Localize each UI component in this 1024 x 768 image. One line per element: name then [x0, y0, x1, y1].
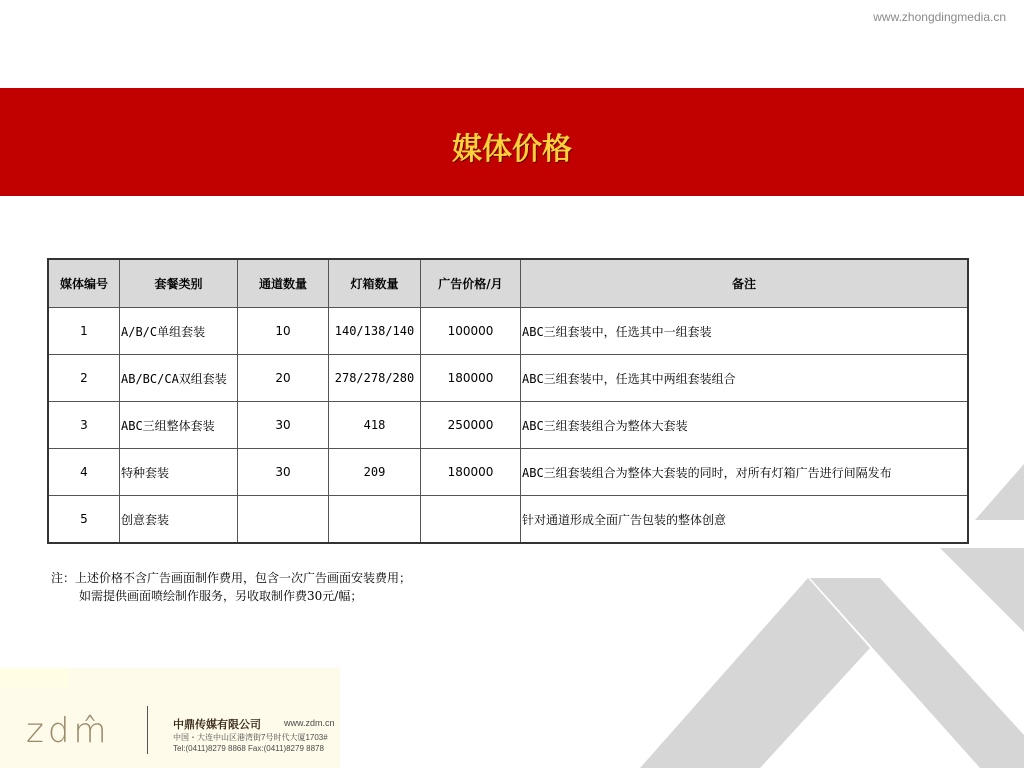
cell-remark: ABC三组套装中，任选其中两组套装组合: [521, 355, 969, 402]
price-note: [51, 569, 411, 605]
cell-id: 4: [48, 449, 120, 496]
cell-remark: 针对通道形成全面广告包装的整体创意: [521, 496, 969, 544]
table-header-row: [48, 259, 968, 308]
cell-id: 3: [48, 402, 120, 449]
cell-package: AB/BC/CA双组套装: [120, 355, 238, 402]
price-table: [47, 258, 969, 544]
cell-package: ABC三组整体套装: [120, 402, 238, 449]
cell-channels: 30: [238, 402, 329, 449]
cell-price: 100000: [421, 308, 521, 355]
table-row: [48, 449, 968, 496]
table-row: [48, 355, 968, 402]
column-header: 通道数量: [238, 259, 329, 308]
cell-package: 特种套装: [120, 449, 238, 496]
cell-lightboxes: 209: [329, 449, 421, 496]
cell-price: 180000: [421, 355, 521, 402]
column-header: 灯箱数量: [329, 259, 421, 308]
cell-channels: 10: [238, 308, 329, 355]
table-row: [48, 496, 968, 544]
table-row: [48, 402, 968, 449]
title-banner: [0, 88, 1024, 196]
cell-package: 创意套装: [120, 496, 238, 544]
cell-remark: ABC三组套装组合为整体大套装的同时，对所有灯箱广告进行间隔发布: [521, 449, 969, 496]
cell-id: 1: [48, 308, 120, 355]
note-line-1: 注：上述价格不含广告画面制作费用，包含一次广告画面安装费用；: [51, 571, 412, 585]
cell-price: [421, 496, 521, 544]
company-url: www.zdm.cn: [284, 718, 335, 728]
cell-id: 2: [48, 355, 120, 402]
chevron-shape-mid: [940, 548, 1024, 632]
company-name: 中鼎传媒有限公司: [173, 718, 261, 731]
cell-lightboxes: [329, 496, 421, 544]
column-header: 套餐类别: [120, 259, 238, 308]
website-url: www.zhongdingmedia.cn: [873, 10, 1006, 24]
company-address: 中国・大连中山区港湾街7号时代大厦1703#: [173, 733, 328, 742]
footer-strip: [0, 668, 68, 688]
cell-package: A/B/C单组套装: [120, 308, 238, 355]
cell-lightboxes: 140/138/140: [329, 308, 421, 355]
cell-lightboxes: 278/278/280: [329, 355, 421, 402]
cell-remark: ABC三组套装中，任选其中一组套装: [521, 308, 969, 355]
company-contact: Tel:(0411)8279 8868 Fax:(0411)8279 8878: [173, 744, 324, 753]
cell-remark: ABC三组套装组合为整体大套装: [521, 402, 969, 449]
page-title: 媒体价格: [452, 132, 572, 167]
cell-lightboxes: 418: [329, 402, 421, 449]
logo-divider: [147, 706, 148, 754]
column-header: 广告价格/月: [421, 259, 521, 308]
cell-channels: 30: [238, 449, 329, 496]
chevron-shape-top: [975, 464, 1024, 520]
cell-channels: 20: [238, 355, 329, 402]
column-header: 备注: [521, 259, 969, 308]
cell-id: 5: [48, 496, 120, 544]
table-row: [48, 308, 968, 355]
cell-price: 250000: [421, 402, 521, 449]
company-logo: zdm̂: [26, 711, 111, 751]
cell-price: 180000: [421, 449, 521, 496]
column-header: 媒体编号: [48, 259, 120, 308]
cell-channels: [238, 496, 329, 544]
note-line-2: 如需提供画面喷绘制作服务，另收取制作费30元/幅；: [79, 589, 363, 603]
